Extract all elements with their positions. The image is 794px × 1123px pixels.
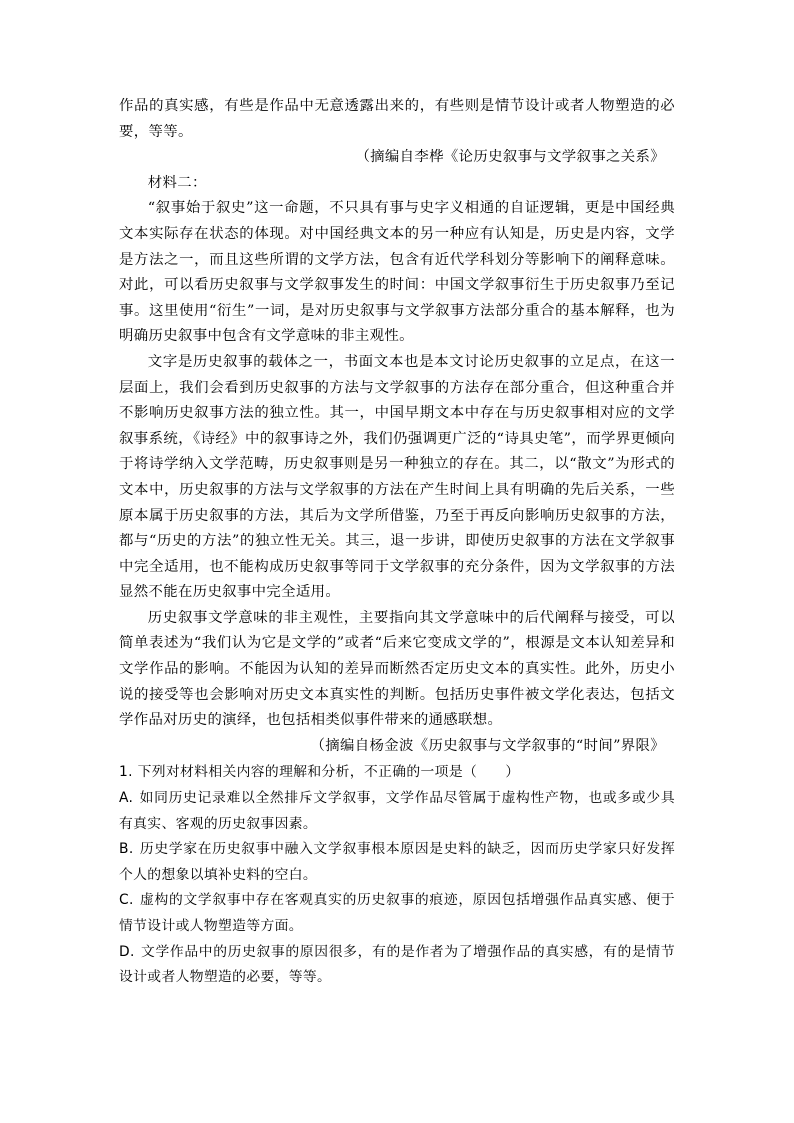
material-one-tail-paragraph: 作品的真实感，有些是作品中无意透露出来的，有些则是情节设计或者人物塑造的必要，等等。 [119, 98, 675, 140]
option-a [119, 786, 675, 837]
material-two-heading: 材料二： [147, 174, 207, 191]
option-a-letter: A. [119, 790, 134, 807]
option-d-text: 文学作品中的历史叙事的原因很多，有的是作者为了增强作品的真实感，有的是情节设计或者人物塑造的必要，等等。 [119, 943, 675, 986]
material-two-paragraph-1: “叙事始于叙史”这一命题，不只具有事与史字义相通的自证逻辑，更是中国经典文本实际存在状态的体现。对中国经典文本的另一种应有认知是，历史是内容，文学是方法之一，而且这些所谓的文学方法，包含有近代学科划分等影响下的阐释意味。对此，可以看历史叙事与文学叙事发生的时间：中国文学叙事衍生于历史叙事乃至记事。这里使用“衍生”一词，是对历史叙事与文学叙事方法部分重合的基本解释，也为明确历史叙事中包含有文学意味的非主观性。 [119, 200, 675, 345]
option-b [119, 837, 675, 888]
option-d [119, 940, 675, 991]
option-b-letter: B. [119, 841, 134, 858]
option-c [119, 888, 675, 939]
option-c-text: 虚构的文学叙事中存在客观真实的历史叙事的痕迹，原因包括增强作品真实感、便于情节设计或人物塑造等方面。 [119, 892, 675, 934]
exam-content [119, 94, 675, 991]
option-c-letter: C. [119, 892, 134, 909]
material-two-source: （摘编自杨金波《历史叙事与文学叙事的“时间”界限》 [310, 737, 665, 754]
material-one-source: （摘编自李桦《论历史叙事与文学叙事之关系》 [355, 149, 665, 166]
material-two-paragraph-2: 文字是历史叙事的载体之一，书面文本也是本文讨论历史叙事的立足点，在这一层面上，我们会看到历史叙事的方法与文学叙事的方法存在部分重合，但这种重合并不影响历史叙事方法的独立性。其一，中国早期文本中存在与历史叙事相对应的文学叙事系统，《诗经》中的叙事诗之外，我们仍强调更广泛的“诗具史笔”，而学界更倾向于将诗学纳入文学范畴，历史叙事则是另一种独立的存在。其二，以“散文”为形式的文本中，历史叙事的方法与文学叙事的方法在产生时间上具有明确的先后关系，一些原本属于历史叙事的方法，其后为文学所借鉴，乃至于再反向影响历史叙事的方法，都与“历史的方法”的独立性无关。其三，退一步讲，即使历史叙事的方法在文学叙事中完全适用，也不能构成历史叙事等同于文学叙事的充分条件，因为文学叙事的方法显然不能在历史叙事中完全适用。 [119, 353, 675, 601]
question-stem: 1. 下列对材料相关内容的理解和分析，不正确的一项是（ ） [119, 764, 520, 781]
option-a-text: 如同历史记录难以全然排斥文学叙事，文学作品尽管属于虚构性产物，也或多或少具有真实、客观的历史叙事因素。 [119, 790, 675, 832]
material-two-paragraph-3: 历史叙事文学意味的非主观性，主要指向其文学意味中的后代阐释与接受，可以简单表述为“我们认为它是文学的”或者“后来它变成文学的”，根源是文本认知差异和文学作品的影响。不能因为认知的差异而断然否定历史文本的真实性。此外，历史小说的接受等也会影响对历史文本真实性的判断。包括历史事件被文学化表达，包括文学作品对历史的演绎，也包括相类似事件带来的通感联想。 [119, 609, 675, 729]
option-b-text: 历史学家在历史叙事中融入文学叙事根本原因是史料的缺乏，因而历史学家只好发挥个人的想象以填补史料的空白。 [119, 841, 675, 883]
option-d-letter: D. [119, 943, 135, 960]
